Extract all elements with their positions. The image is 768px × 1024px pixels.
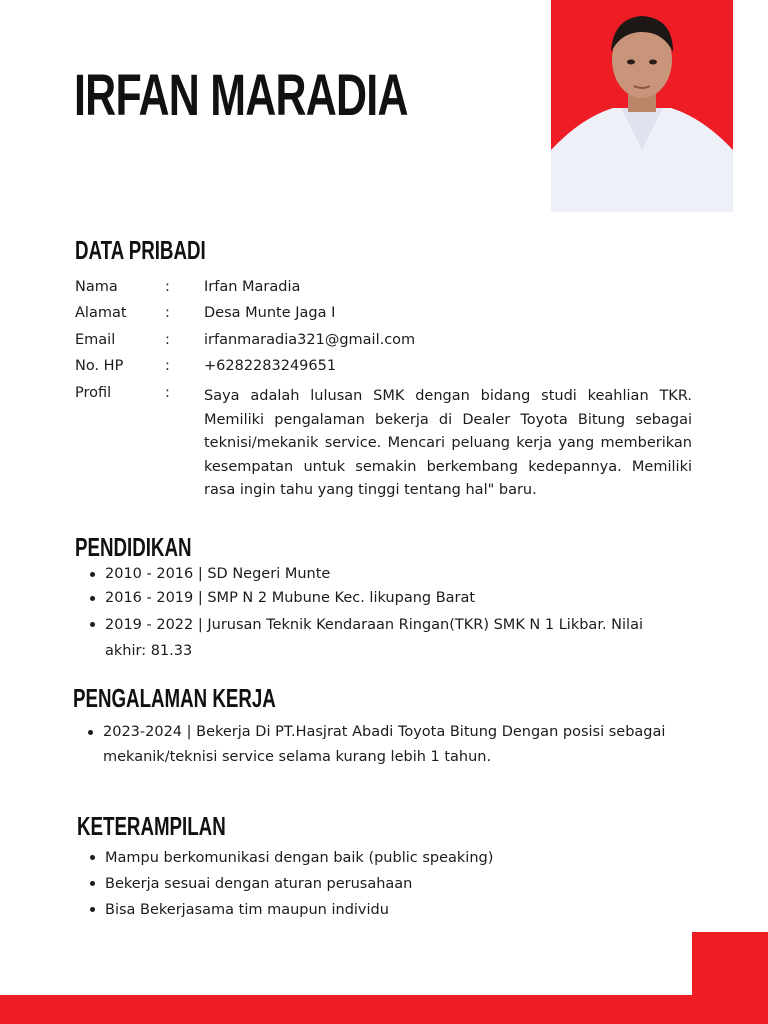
list-item: Mampu berkomunikasi dengan baik (public speaking) xyxy=(88,845,688,871)
info-label: Email xyxy=(75,332,116,348)
section-heading-experience: PENGALAMAN KERJA xyxy=(73,683,276,713)
info-label: Alamat xyxy=(75,305,127,321)
list-item: 2023-2024 | Bekerja Di PT.Hasjrat Abadi Toyota Bitung Dengan posisi sebagai mekanik/teknisi service selama kurang lebih 1 tahun. xyxy=(86,720,666,770)
page-title: IRFAN MARADIA xyxy=(74,63,408,128)
experience-list xyxy=(86,720,666,770)
list-item: 2010 - 2016 | SD Negeri Munte xyxy=(88,562,688,586)
list-item: Bisa Bekerjasama tim maupun individu xyxy=(88,897,688,923)
info-value: +6282283249651 xyxy=(204,358,337,374)
info-label: No. HP xyxy=(75,358,124,374)
info-value: irfanmaradia321@gmail.com xyxy=(204,332,416,348)
profile-photo xyxy=(551,0,733,212)
footer-accent-bar xyxy=(0,995,768,1024)
section-heading-skills: KETERAMPILAN xyxy=(77,811,226,841)
list-item: Bekerja sesuai dengan aturan perusahaan xyxy=(88,871,688,897)
info-separator: : xyxy=(165,358,170,374)
info-separator: : xyxy=(165,279,170,295)
info-label: Nama xyxy=(75,279,118,295)
info-separator: : xyxy=(165,332,170,348)
list-item: 2019 - 2022 | Jurusan Teknik Kendaraan Ringan(TKR) SMK N 1 Likbar. Nilai akhir: 81.33 xyxy=(88,612,688,664)
info-label: Profil xyxy=(75,385,112,401)
info-value: Irfan Maradia xyxy=(204,279,301,295)
info-separator: : xyxy=(165,385,170,401)
info-value: Desa Munte Jaga I xyxy=(204,305,336,321)
info-separator: : xyxy=(165,305,170,321)
profile-photo-icon xyxy=(551,0,733,212)
list-item: 2016 - 2019 | SMP N 2 Mubune Kec. likupang Barat xyxy=(88,586,688,610)
section-heading-education: PENDIDIKAN xyxy=(75,532,192,562)
education-list xyxy=(88,562,688,664)
section-heading-personal: DATA PRIBADI xyxy=(75,235,206,265)
profile-text: Saya adalah lulusan SMK dengan bidang studi keahlian TKR. Memiliki pengalaman bekerja di Dealer Toyota Bitung sebagai teknisi/mekanik service. Mencari peluang kerja yang memberikan kesempatan untuk semakin berkembang kedepannya. Memiliki rasa ingin tahu yang tinggi tentang hal" baru. xyxy=(204,388,692,498)
skills-list xyxy=(88,845,688,923)
